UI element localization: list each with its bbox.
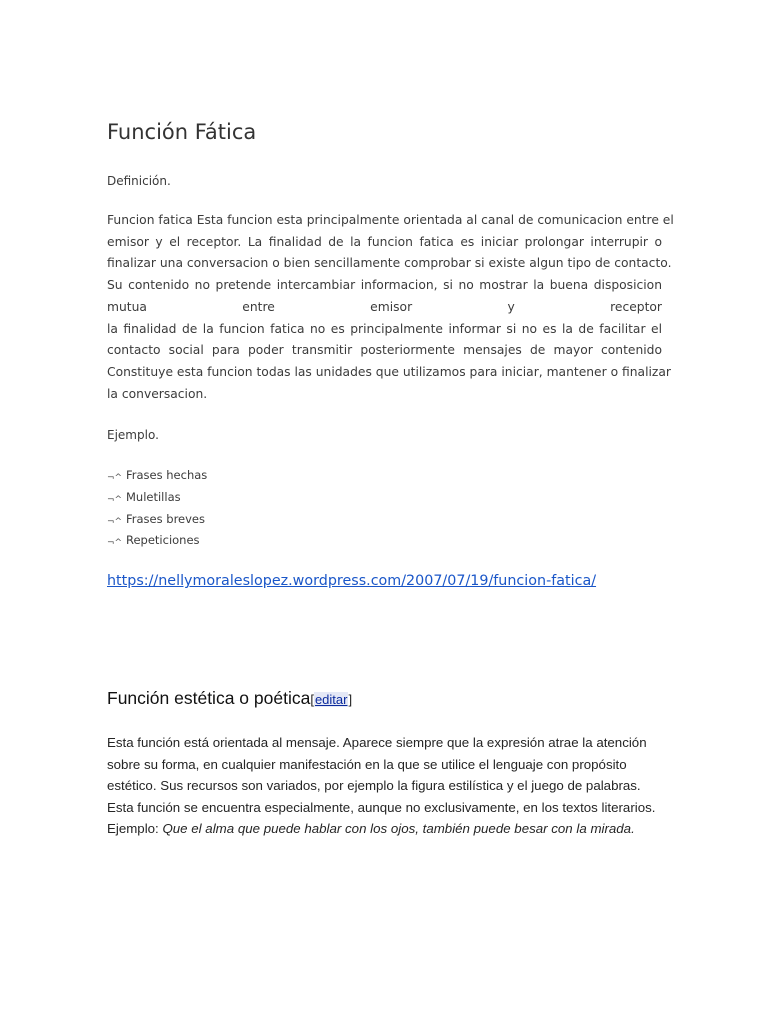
paragraph-line: Su contenido no pretende intercambiar informacion, si no mostrar la buena disposicion xyxy=(107,278,662,293)
example-quote: Que el alma que puede hablar con los ojos, también puede besar con la mirada. xyxy=(162,821,635,837)
bullet-icon: ¬^ xyxy=(107,538,123,549)
spread-word: y xyxy=(507,299,515,314)
paragraph-line: Esta función está orientada al mensaje. Aparece siempre que la expresión atrae la atención xyxy=(107,735,647,750)
definition-label: Definición. xyxy=(107,174,171,188)
paragraph-line: Constituye esta funcion todas las unidades que utilizamos para iniciar, mantener o finalizar xyxy=(107,364,671,379)
example-list xyxy=(107,465,207,552)
spread-word: emisor xyxy=(370,299,413,314)
section-title-funcion-estetica xyxy=(107,688,352,709)
paragraph-line: finalizar una conversacion o bien sencillamente comprobar si existe algun tipo de contacto. xyxy=(107,256,672,271)
bullet-icon: ¬^ xyxy=(107,494,123,505)
paragraph-line: contacto social para poder transmitir posteriormente mensajes de mayor contenido xyxy=(107,343,662,358)
paragraph-line: sobre su forma, en cualquier manifestación en la que se utilice el lenguaje con propósito xyxy=(107,756,627,772)
list-item-label: Frases hechas xyxy=(126,468,208,482)
paragraph-line: emisor y el receptor. La finalidad de la funcion fatica es iniciar prolongar interrupir o xyxy=(107,234,662,249)
list-item xyxy=(107,487,207,509)
source-link[interactable]: https://nellymoraleslopez.wordpress.com/2007/07/19/funcion-fatica/ xyxy=(107,573,597,589)
example-prefix: Ejemplo: xyxy=(107,821,163,837)
paragraph-line: estético. Sus recursos son variados, por ejemplo la figura estilística y el juego de palabras. xyxy=(107,778,641,794)
section-title-funcion-fatica: Función Fática xyxy=(107,120,257,144)
spread-word: receptor xyxy=(610,299,662,314)
paragraph-line: Funcion fatica Esta funcion esta principalmente orientada al canal de comunicacion entre el xyxy=(107,213,674,227)
paragraph-line: Esta función se encuentra especialmente, aunque no exclusivamente, en los textos literarios. xyxy=(107,799,656,815)
bullet-icon: ¬^ xyxy=(107,516,123,527)
paragraph-line: la conversacion. xyxy=(107,386,208,401)
edit-bracket-open: [ xyxy=(310,692,314,707)
section-title-text: Función estética o poética xyxy=(107,688,311,708)
list-item-label: Muletillas xyxy=(126,489,181,504)
spread-word: mutua xyxy=(107,299,147,314)
spread-word: entre xyxy=(242,299,275,314)
list-item-label: Frases breves xyxy=(126,511,205,526)
edit-bracket-close: ] xyxy=(348,692,353,707)
edit-link[interactable]: editar xyxy=(314,692,348,707)
example-line xyxy=(107,818,637,840)
list-item-label: Repeticiones xyxy=(126,533,200,548)
paragraph-spread-line xyxy=(107,297,662,319)
bullet-icon: ¬^ xyxy=(107,473,123,483)
list-item xyxy=(107,465,207,487)
list-item xyxy=(107,530,207,552)
paragraph-line: la finalidad de la funcion fatica no es principalmente informar si no es la de facilitar el xyxy=(107,321,662,336)
definition-paragraph xyxy=(107,210,674,405)
example-label: Ejemplo. xyxy=(107,428,159,442)
aesthetic-paragraph xyxy=(107,732,656,840)
list-item xyxy=(107,509,207,531)
